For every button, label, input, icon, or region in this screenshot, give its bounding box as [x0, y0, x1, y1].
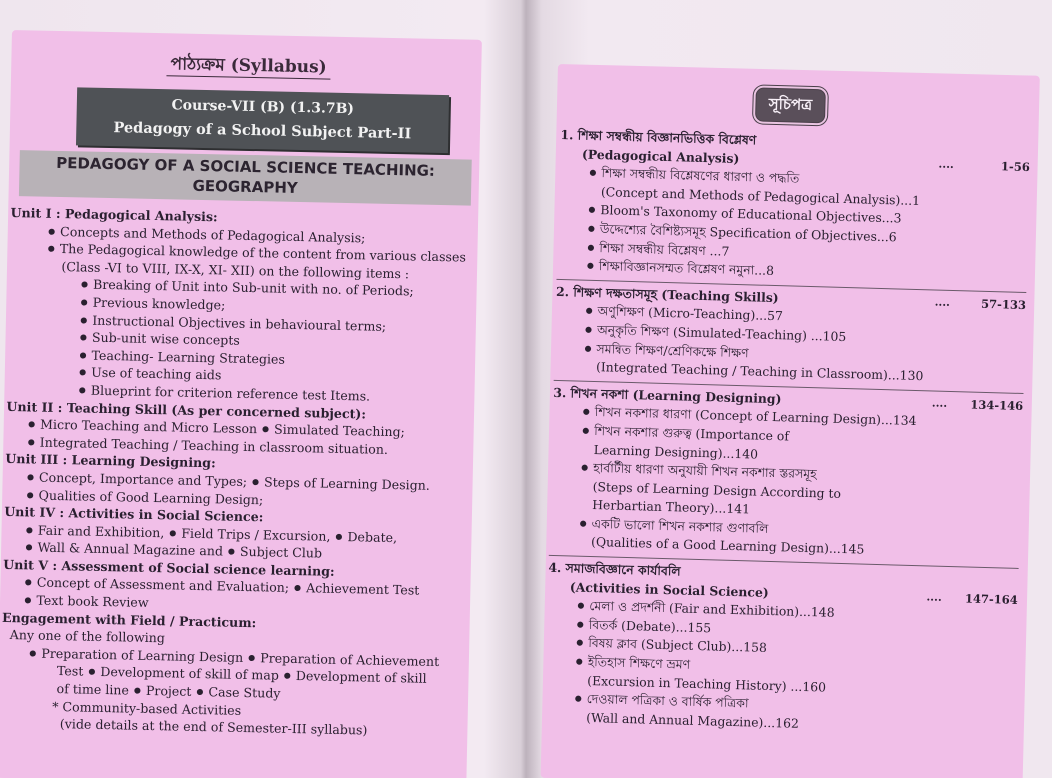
toc-item: ● সমন্বিত শিক্ষণ/শ্রেণিকক্ষে শিক্ষণ [554, 338, 1024, 370]
practicum-note: * Community-based Activities [52, 698, 242, 718]
toc-section-heading: 1. শিক্ষা সম্বন্ধীয় বিজ্ঞানভিত্তিক বিশ্লেষণ [560, 126, 757, 148]
subject-line-2: GEOGRAPHY [192, 176, 298, 197]
subject-line-1: PEDAGOGY OF A SOCIAL SCIENCE TEACHING: [56, 153, 436, 180]
toc-title: সূচিপত্র [755, 87, 826, 123]
toc-section-heading-text: 3. শিখন নকশা (Learning Designing) [553, 384, 782, 406]
toc-item: ● উদ্দেশ্যের বৈশিষ্ট্যসমূহ Specification of Objectives...6 [558, 219, 1028, 251]
unit-item-text: ● Subject Club [223, 544, 322, 561]
toc-dots: .... [926, 590, 942, 604]
unit-item: ● Text book Review [2, 591, 472, 618]
toc-item: ● মেলা ও প্রদর্শনী (Fair and Exhibition)...148 [547, 596, 1017, 628]
toc-item: ● অণুশিক্ষণ (Micro-Teaching)...57 [555, 301, 1025, 333]
unit-heading: Unit IV : Activities in Social Science: [4, 503, 264, 525]
unit-item-text: ● Debate, [330, 528, 397, 544]
unit-item-text: ● Concept, Importance and Types; [27, 469, 247, 489]
toc-dots: .... [931, 396, 948, 410]
unit-item: ● Qualities of Good Learning Design; [4, 485, 474, 512]
toc-dots: .... [934, 295, 951, 309]
toc-item: Herbartian Theory)...141 [591, 497, 751, 517]
unit-item-text: ● Micro Teaching and Micro Lesson [28, 417, 257, 437]
practicum-heading: Engagement with Field / Practicum: [1, 609, 257, 630]
practicum-text: ● Development of skill [279, 668, 427, 686]
unit-subitem: ● Teaching- Learning Strategies [7, 345, 477, 372]
unit-subitem: ● Blueprint for criterion reference test Items. [7, 380, 477, 407]
syllabus-title-text: পাঠ্যক্রম (Syllabus) [166, 54, 330, 79]
syllabus-content [0, 48, 484, 742]
toc-page-range: 147-164 [964, 591, 1018, 607]
toc-dots: .... [938, 157, 955, 171]
toc-page-range: 134-146 [970, 397, 1024, 413]
toc-section [557, 126, 1031, 288]
unit-item-text: ● Simulated Teaching; [257, 421, 405, 439]
practicum-text: of time line [56, 681, 130, 698]
unit-subitem: ● Sub-unit wise concepts [8, 327, 478, 354]
unit-subitem: ● Instructional Objectives in behavioural terms; [8, 310, 478, 337]
toc-content [544, 82, 1032, 739]
toc-item: ● শিক্ষা সম্বন্ধীয় বিশ্লেষণ ...7 [557, 238, 1027, 270]
unit-heading: Unit V : Assessment of Social science learning: [3, 556, 335, 579]
toc-section-heading-text: 4. সমাজবিজ্ঞানে কার্যাবলি [548, 559, 681, 579]
toc-item: ● একটি ভালো শিখন নকশার গুণাবলি [549, 514, 1019, 546]
unit-subitem: ● Previous knowledge; [9, 292, 479, 319]
unit-item-text: ● Concept of Assessment and Evaluation; [25, 575, 290, 596]
practicum-text: ● Preparation of Learning Design [29, 645, 243, 664]
toc-section-heading-text: 2. শিক্ষণ দক্ষতাসমূহ (Teaching Skills) [555, 283, 779, 305]
toc-section [554, 283, 1026, 389]
toc-item: ● Bloom's Taxonomy of Educational Objectives...3 [558, 200, 1028, 232]
unit-item: ● Integrated Teaching / Teaching in classroom situation. [6, 433, 476, 460]
subject-box [19, 150, 472, 205]
toc-section-subheading-text: (Activities in Social Science) [569, 579, 769, 600]
unit-list [0, 204, 481, 742]
unit-item-text: ● Wall & Annual Magazine and [25, 540, 223, 559]
table-of-contents [544, 126, 1031, 739]
toc-item: ● অনুকৃতি শিক্ষণ (Simulated-Teaching) ...105 [555, 320, 1025, 352]
toc-item: Learning Designing)...140 [593, 441, 759, 462]
toc-item: ● দেওয়াল পত্রিকা ও বার্ষিক পত্রিকা [545, 689, 1015, 721]
unit-item: ● Concepts and Methods of Pedagogical Analysis; [10, 222, 480, 249]
left-page [0, 0, 520, 778]
toc-item: ● বিষয় ক্লাব (Subject Club)...158 [546, 633, 1016, 665]
unit-subitem: ● Use of teaching aids [7, 362, 477, 389]
toc-item: ● শিখন নকশার গুরুত্ব (Importance of [552, 421, 1022, 453]
practicum-text: ● Case Study [191, 684, 280, 701]
course-name: Pedagogy of a School Subject Part-II [113, 119, 412, 143]
unit-item-text: ● Field Trips / Excursion, [164, 525, 330, 543]
toc-item: ● শিক্ষা সম্বন্ধীয় বিশ্লেষণের ধারণা ও পদ্ধতি [559, 163, 1029, 195]
toc-item: ● শিখন নকশার ধারণা (Concept of Learning Design)...134 [553, 402, 1023, 434]
toc-item: (Qualities of a Good Learning Design)...145 [590, 534, 865, 558]
toc-page-range: 1-56 [1000, 158, 1031, 174]
practicum-text: ● Development of skill of map [83, 664, 279, 683]
unit-heading: Unit I : Pedagogical Analysis: [10, 204, 218, 225]
toc-item: ● শিক্ষাবিজ্ঞানসম্মত বিশ্লেষণ নমুনা...8 [557, 256, 1027, 288]
toc-section [544, 559, 1018, 739]
practicum-text: ● Project [129, 683, 192, 699]
toc-section-subheading-text: (Pedagogical Analysis) [581, 146, 740, 166]
course-code: Course-VII (B) (1.3.7B) [171, 97, 355, 118]
toc-item: ● ইতিহাস শিক্ষণে ভ্রমণ [546, 652, 1016, 684]
unit-item-text: ● Fair and Exhibition, [26, 522, 165, 540]
course-box [76, 87, 449, 153]
toc-section [549, 384, 1023, 564]
unit-heading: Unit II : Teaching Skill (As per concerned subject): [6, 398, 367, 421]
toc-item: (Concept and Methods of Pedagogical Analysis)...1 [600, 183, 921, 208]
toc-item: ● বিতর্ক (Debate)...155 [547, 615, 1017, 647]
right-page [532, 0, 1052, 778]
toc-item: (Excursion in Teaching History) ...160 [587, 672, 827, 695]
practicum-text: Test [56, 663, 84, 680]
toc-item: (Integrated Teaching / Teaching in Classroom)...130 [595, 359, 924, 384]
unit-item: ● The Pedagogical knowledge of the content from various classes [10, 239, 480, 266]
practicum-note: (vide details at the end of Semester-III syllabus) [59, 716, 368, 738]
toc-item: (Steps of Learning Design According to [592, 478, 842, 501]
unit-heading: Unit III : Learning Designing: [5, 451, 216, 471]
unit-item: (Class -VI to VIII, IX-X, XI- XII) on the following items : [61, 258, 410, 282]
unit-item-text: ● Achievement Test [289, 580, 420, 598]
toc-item: ● হার্বার্টীয় ধারণা অনুযায়ী শিখন নকশার স্তরসমূহ [551, 458, 1021, 490]
practicum-text: ● Preparation of Achievement [243, 650, 439, 669]
toc-page-range: 57-133 [980, 296, 1027, 312]
toc-item: (Wall and Annual Magazine)...162 [586, 709, 800, 731]
practicum-intro: Any one of the following [9, 627, 166, 646]
unit-subitem: ● Breaking of Unit into Sub-unit with no. of Periods; [9, 274, 479, 301]
unit-item-text: ● Steps of Learning Design. [247, 474, 430, 493]
